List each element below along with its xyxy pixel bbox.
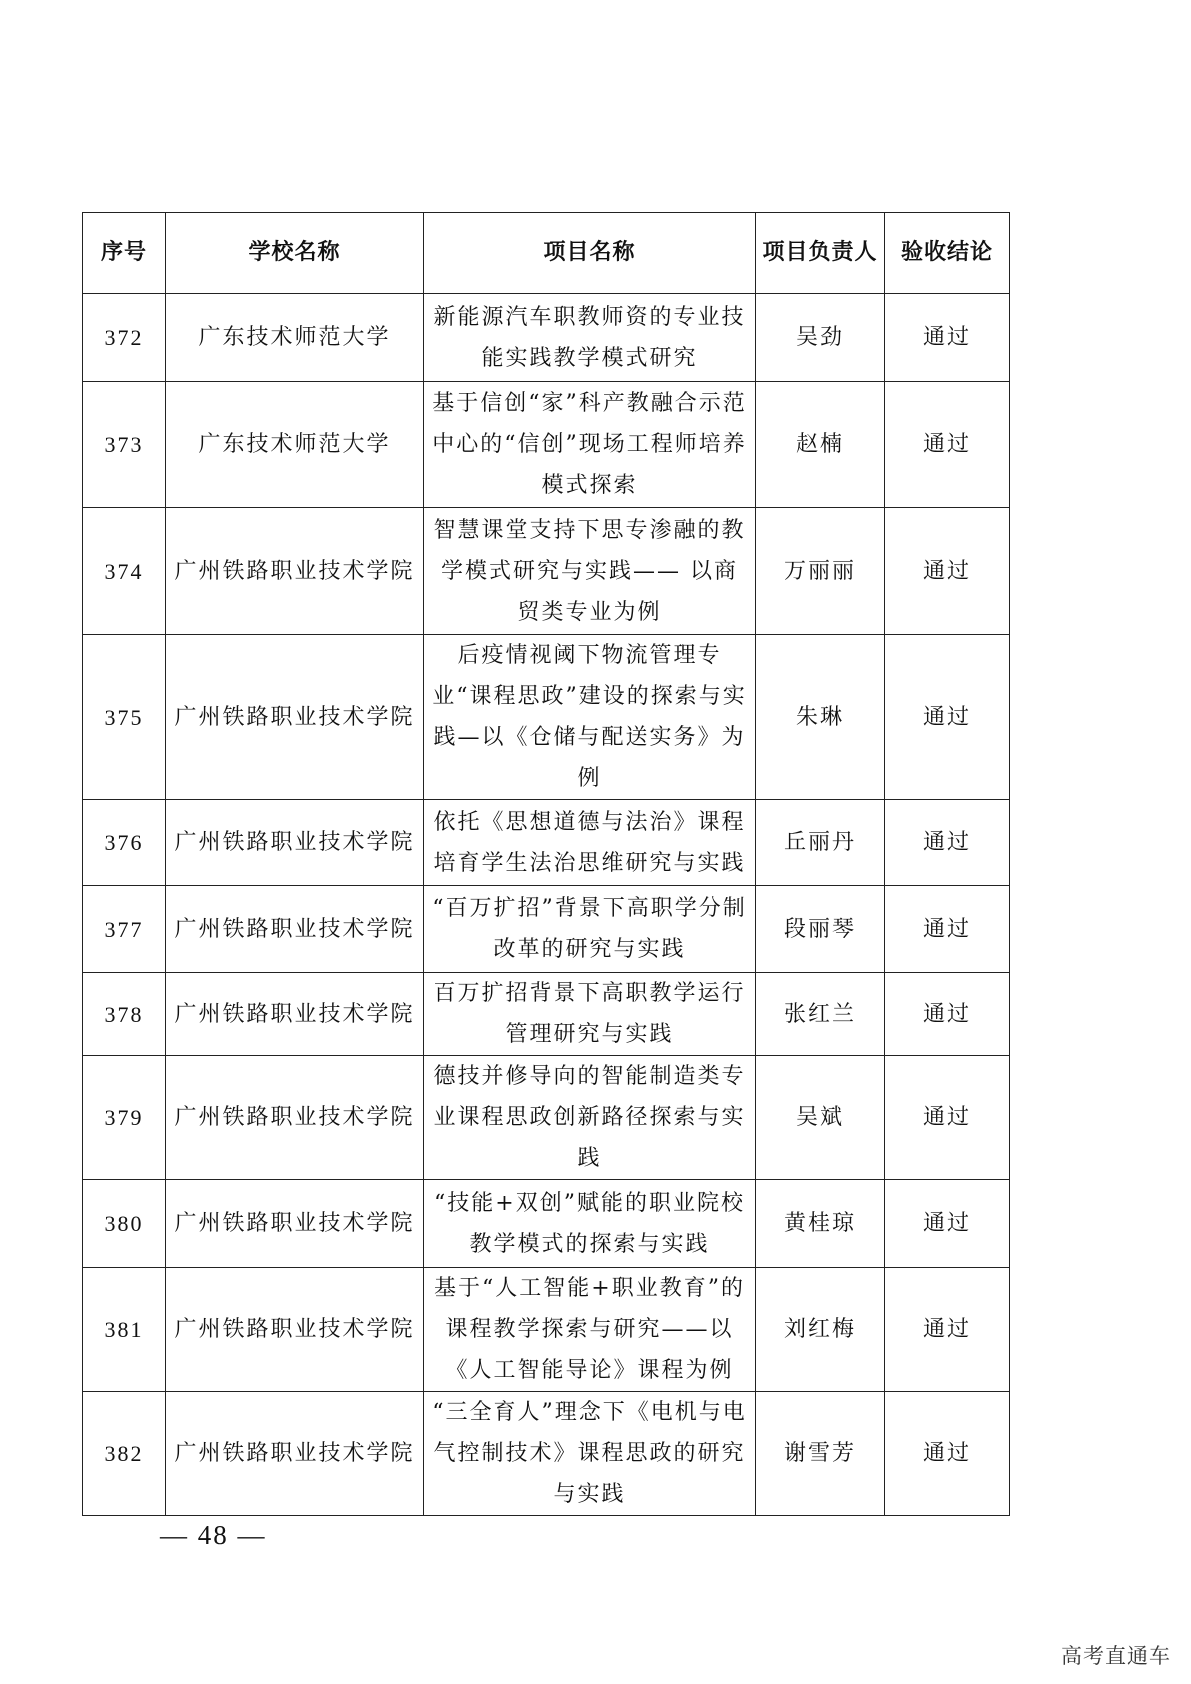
cell-result: 通过 [885,294,1010,382]
cell-school: 广州铁路职业技术学院 [166,1268,424,1392]
cell-index: 380 [83,1180,166,1268]
cell-project: “技能+双创”赋能的职业院校教学模式的探索与实践 [424,1180,756,1268]
cell-result: 通过 [885,635,1010,800]
cell-project: 基于“人工智能+职业教育”的课程教学探索与研究——以《人工智能导论》课程为例 [424,1268,756,1392]
cell-project: 后疫情视阈下物流管理专业“课程思政”建设的探索与实践—以《仓储与配送实务》为例 [424,635,756,800]
table-header-row [83,213,1010,294]
cell-leader: 张红兰 [756,973,885,1056]
header-school: 学校名称 [166,213,424,294]
cell-result: 通过 [885,382,1010,508]
cell-leader: 黄桂琼 [756,1180,885,1268]
table-row [83,973,1010,1056]
cell-leader: 段丽琴 [756,886,885,973]
cell-index: 377 [83,886,166,973]
cell-project: 百万扩招背景下高职教学运行管理研究与实践 [424,973,756,1056]
cell-index: 376 [83,800,166,886]
cell-index: 372 [83,294,166,382]
table-row [83,382,1010,508]
cell-result: 通过 [885,1392,1010,1516]
project-acceptance-table [82,212,1010,1516]
header-project: 项目名称 [424,213,756,294]
cell-leader: 朱琳 [756,635,885,800]
cell-index: 382 [83,1392,166,1516]
cell-leader: 赵楠 [756,382,885,508]
cell-school: 广东技术师范大学 [166,294,424,382]
cell-leader: 吴斌 [756,1056,885,1180]
cell-project: “三全育人”理念下《电机与电气控制技术》课程思政的研究与实践 [424,1392,756,1516]
table-row [83,1392,1010,1516]
cell-result: 通过 [885,1180,1010,1268]
watermark-text: 高考直通车 [1061,1644,1171,1668]
cell-project: 依托《思想道德与法治》课程培育学生法治思维研究与实践 [424,800,756,886]
cell-leader: 吴劲 [756,294,885,382]
table-row [83,886,1010,973]
table-row [83,1056,1010,1180]
cell-project: 新能源汽车职教师资的专业技能实践教学模式研究 [424,294,756,382]
header-index: 序号 [83,213,166,294]
cell-project: 基于信创“家”科产教融合示范中心的“信创”现场工程师培养模式探索 [424,382,756,508]
cell-index: 379 [83,1056,166,1180]
header-leader: 项目负责人 [756,213,885,294]
cell-project: 德技并修导向的智能制造类专业课程思政创新路径探索与实践 [424,1056,756,1180]
table-row [83,294,1010,382]
cell-result: 通过 [885,1268,1010,1392]
table-row [83,1268,1010,1392]
cell-leader: 刘红梅 [756,1268,885,1392]
table-row [83,635,1010,800]
cell-school: 广州铁路职业技术学院 [166,1392,424,1516]
cell-school: 广州铁路职业技术学院 [166,635,424,800]
cell-leader: 万丽丽 [756,508,885,635]
table-row [83,508,1010,635]
cell-result: 通过 [885,886,1010,973]
cell-result: 通过 [885,973,1010,1056]
cell-school: 广州铁路职业技术学院 [166,1056,424,1180]
cell-school: 广州铁路职业技术学院 [166,508,424,635]
cell-project: 智慧课堂支持下思专渗融的教学模式研究与实践—— 以商贸类专业为例 [424,508,756,635]
page-number: — 48 — [160,1520,267,1550]
cell-project: “百万扩招”背景下高职学分制改革的研究与实践 [424,886,756,973]
cell-school: 广州铁路职业技术学院 [166,1180,424,1268]
cell-index: 374 [83,508,166,635]
cell-index: 381 [83,1268,166,1392]
cell-result: 通过 [885,800,1010,886]
cell-leader: 丘丽丹 [756,800,885,886]
cell-result: 通过 [885,1056,1010,1180]
table-row [83,800,1010,886]
cell-school: 广州铁路职业技术学院 [166,886,424,973]
cell-leader: 谢雪芳 [756,1392,885,1516]
cell-index: 378 [83,973,166,1056]
cell-index: 373 [83,382,166,508]
cell-school: 广东技术师范大学 [166,382,424,508]
cell-index: 375 [83,635,166,800]
header-result: 验收结论 [885,213,1010,294]
cell-result: 通过 [885,508,1010,635]
cell-school: 广州铁路职业技术学院 [166,800,424,886]
cell-school: 广州铁路职业技术学院 [166,973,424,1056]
table-row [83,1180,1010,1268]
